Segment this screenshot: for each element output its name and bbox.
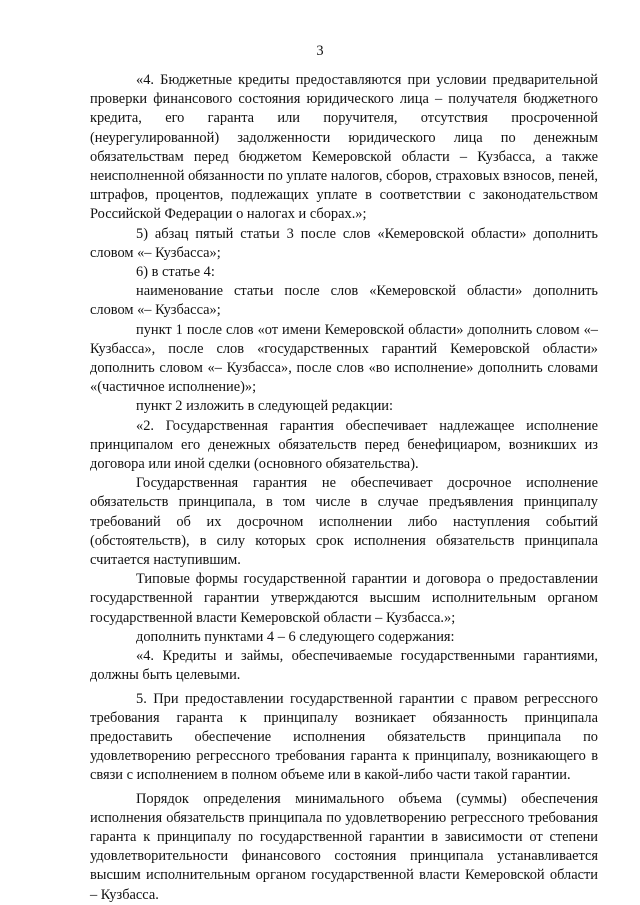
paragraph-article-title: наименование статьи после слов «Кемеровской области» дополнить словом «– Кузбасса»;: [90, 283, 598, 319]
paragraph-add-points: дополнить пунктами 4 – 6 следующего содержания:: [136, 628, 455, 645]
paragraph-point-4: «4. Кредиты и займы, обеспечиваемые государственными гарантиями, должны быть целевыми.: [90, 648, 598, 684]
document-body: [90, 71, 598, 905]
paragraph-guarantee-obligation: «2. Государственная гарантия обеспечивает надлежащее исполнение принципалом его денежных обязательств перед бенефициаром, возникших из договора или иной сделки (основного обязательства).: [90, 417, 598, 473]
paragraph-point-2-intro: пункт 2 изложить в следующей редакции:: [136, 398, 393, 415]
paragraph-amendment-5: 5) абзац пятый статьи 3 после слов «Кемеровской области» дополнить словом «– Кузбасса»;: [90, 225, 598, 261]
page-number: 3: [316, 43, 324, 59]
paragraph-amendment-6: 6) в статье 4:: [136, 264, 215, 281]
paragraph-budget-credits: «4. Бюджетные кредиты предоставляются при условии предварительной проверки финансового состояния юридического лица – получателя бюджетного кредита, его гаранта или поручителя, отсутствия просроченной (неурегулированной) задолженности юридического лица по денежным обязательствам перед бюджетом Кемеровской области – Кузбасса, а также неисполненной обязанности по уплате налогов, сборов, страховых взносов, пеней, штрафов, процентов, подлежащих уплате в соответствии с законодательством Российской Федерации о налогах и сборах.»;: [90, 72, 598, 223]
paragraph-standard-forms: Типовые формы государственной гарантии и договора о предоставлении государственной гарантии утверждаются высшим исполнительным органом государственной власти Кемеровской области – Кузбасса.»;: [90, 571, 598, 626]
paragraph-minimum-security: Порядок определения минимального объема (суммы) обеспечения исполнения обязательств принципала по удовлетворению регрессного требования гаранта к принципалу по государственной гарантии в зависимости от степени удовлетворительности финансового состояния принципала устанавливается высшим исполнительным органом государственной власти Кемеровской области – Кузбасса.: [90, 790, 598, 903]
paragraph-early-performance: Государственная гарантия не обеспечивает досрочное исполнение обязательств принципала, в том числе в случае предъявления принципалу требований об их досрочном исполнении либо наступления событий (обстоятельств), в силу которых срок исполнения обязательств принципала считается наступившим.: [90, 475, 598, 569]
paragraph-point-5: 5. При предоставлении государственной гарантии с правом регрессного требования гаранта к принципалу возникает обязанность принципала предоставить обеспечение исполнения обязательств принципала по удовлетворению регрессного требования гаранта к принципалу, возникающего в связи с исполнением в полном объеме или в какой-либо части такой гарантии.: [90, 690, 598, 784]
paragraph-point-1: пункт 1 после слов «от имени Кемеровской области» дополнить словом «– Кузбасса», после слов «государственных гарантий Кемеровской области» дополнить словом «– Кузбасса», после слов «во исполнение» дополнить словами «(частичное исполнение)»;: [90, 321, 598, 396]
